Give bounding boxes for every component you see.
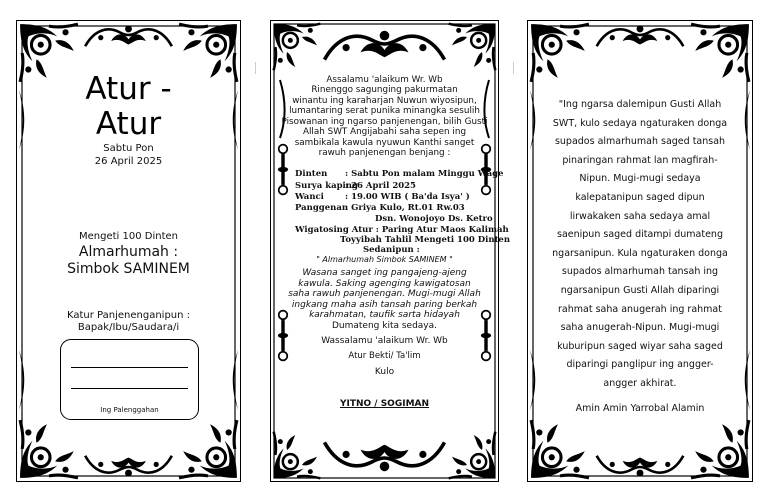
prayer-line: pinaringan rahmat lan magfirah-	[562, 154, 718, 166]
cover-title: Atur - Atur	[85, 71, 172, 142]
cover-date: 26 April 2025	[94, 156, 163, 167]
prayer-line: kuburipun saged wiyar saha saged	[557, 340, 723, 352]
prayer-line: rahmat saha anugerah ing rahmat	[558, 303, 722, 315]
name-line	[71, 388, 188, 389]
intro-line: Rinenggo sagunging pakurmatan	[311, 85, 458, 95]
detail-value: : Griya Kulo, Rt.01 Rw.03	[345, 203, 465, 213]
prayer-line: diparingi panglipur ing angger-	[566, 359, 714, 371]
prayer-line: angger akhirat.	[603, 377, 677, 389]
deceased-name: " Almarhumah Simbok SAMINEM "	[316, 255, 453, 264]
detail-value: Dsn. Wonojoyo Ds. Ketro	[375, 214, 493, 224]
intro-line: sambikala kawula nyuwun Kanthi sanget	[294, 137, 475, 148]
prayer-panel	[527, 20, 753, 482]
detail-value: : 26 April 2025	[345, 181, 416, 191]
detail-label: Panggenan	[295, 203, 349, 213]
cover-recipient-label: Katur Panjenenganipun :	[66, 310, 191, 321]
closing-last: Dumateng kita sedaya.	[331, 321, 438, 331]
prayer-line: Nipun. Mugi-mugi sedaya	[579, 173, 701, 185]
detail-label: Wanci	[295, 192, 324, 202]
cover-event: Mengeti 100 Dinten	[79, 231, 178, 242]
prayer-line: saenipun saged ditampi dumateng	[557, 229, 723, 241]
closing-text	[270, 268, 499, 321]
prayer-line: lirwakaken saha sedaya amal	[569, 210, 711, 222]
intro-line: rawuh panjenengan benjang :	[318, 148, 451, 158]
cover-deceased-name: Simbok SAMINEM	[67, 261, 190, 277]
amin-line: Amin Amin Yarrobal Alamin	[575, 402, 705, 414]
name-line	[71, 367, 188, 368]
purpose-line: Wigatosing Atur : Paring Atur Maos Kalimah	[295, 225, 509, 235]
purpose-line: Toyyibah Tahlil Mengeti 100 Dinten	[340, 235, 511, 245]
respect-line: Atur Bekti/ Ta'lim	[348, 351, 421, 361]
closing-line: karahmatan, taufik sarta hidayah	[309, 310, 460, 320]
farewell: Wassalamu 'alaikum Wr. Wb	[321, 336, 448, 346]
prayer-line: supados almarhumah tansah ing	[561, 266, 719, 278]
prayer-line: ngarsanipun Gusti Allah diparingi	[560, 284, 720, 296]
intro-line: Pisowanan ing ngarso panjenengan, bilih Gusti	[281, 116, 488, 127]
signature-text: YITNO / SOGIMAN	[339, 399, 430, 409]
cover-day: Sabtu Pon	[103, 143, 154, 154]
box-caption: Ing Palenggahan	[100, 406, 159, 414]
purpose-line: Sedanipun :	[363, 245, 420, 255]
closing-line: Wasana sanget ing pangajeng-ajeng	[302, 268, 467, 278]
intro-line: lumantaring serat punika minangka sesulih	[289, 106, 480, 116]
detail-value: : Sabtu Pon malam Minggu Wage	[345, 169, 504, 179]
detail-value: : 19.00 WIB ( Ba'da Isya' )	[345, 192, 470, 202]
closing-line: saha rawuh panjenengan. Mugi-mugi Allah	[288, 289, 481, 299]
cover-panel	[16, 20, 241, 482]
detail-label: Surya kaping	[295, 181, 358, 191]
prayer-line: kalepatanipun saged dipun	[575, 191, 705, 203]
fold-mark	[513, 62, 514, 74]
prayer-text	[549, 96, 731, 418]
prayer-line: supados almarhumah saged tansah	[554, 136, 726, 148]
cover-recipient-title: Bapak/Ibu/Saudara/i	[77, 322, 180, 333]
prayer-line: saha anugerah-Nipun. Mugi-mugi	[560, 322, 720, 334]
prayer-line: ngarsanipun. Kula ngaturaken donga	[552, 247, 728, 259]
intro-text	[270, 85, 499, 159]
intro-line: winantu ing karaharjan Nuwun wiyosipun,	[292, 95, 477, 106]
signature	[270, 399, 499, 410]
cover-deceased-label: Almarhumah :	[78, 244, 179, 260]
greeting: Assalamu 'alaikum Wr. Wb	[326, 75, 443, 85]
prayer-line: SWT, kulo sedaya ngaturaken donga	[552, 117, 728, 129]
recipient-name-box	[60, 339, 199, 420]
fold-mark	[255, 62, 256, 74]
closing-line: kawula. Saking agenging kawigatosan	[298, 278, 471, 289]
prayer-line: "Ing ngarsa dalemipun Gusti Allah	[558, 99, 722, 110]
sender-label: Kulo	[374, 367, 395, 377]
intro-line: Allah SWT Angijabahi saha sepen ing	[302, 127, 467, 137]
closing-line: ingkang maha asih tansah paring berkah	[291, 299, 478, 310]
detail-label: Dinten	[295, 169, 328, 179]
invitation-panel	[270, 20, 511, 482]
